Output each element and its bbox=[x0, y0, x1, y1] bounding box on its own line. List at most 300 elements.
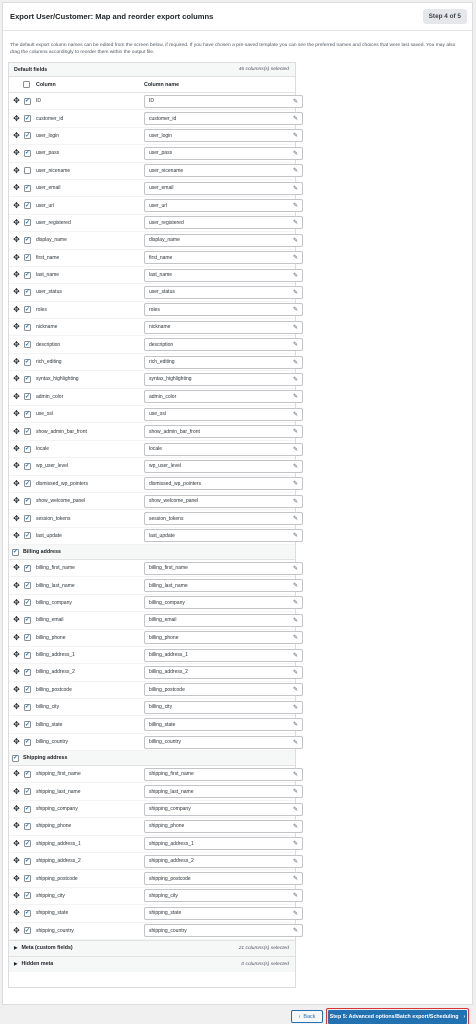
column-name-input[interactable] bbox=[144, 718, 303, 731]
column-name-value: rich_editing bbox=[149, 359, 175, 366]
column-key: billing_country bbox=[36, 739, 68, 746]
column-name-value: user_registered bbox=[149, 219, 184, 226]
column-name-input[interactable] bbox=[144, 736, 303, 749]
table-row bbox=[9, 441, 298, 458]
column-checkbox[interactable] bbox=[24, 840, 31, 847]
column-name-input[interactable] bbox=[144, 579, 303, 592]
drag-handle-icon[interactable]: ✥ bbox=[13, 183, 20, 193]
column-key: display_name bbox=[36, 237, 67, 244]
column-name-input[interactable] bbox=[144, 631, 303, 644]
pencil-icon[interactable]: ✎ bbox=[292, 910, 298, 917]
column-key: use_ssl bbox=[36, 411, 53, 418]
pencil-icon[interactable]: ✎ bbox=[292, 481, 298, 488]
pencil-icon[interactable]: ✎ bbox=[292, 255, 298, 262]
column-checkbox[interactable] bbox=[24, 532, 31, 539]
pencil-icon[interactable]: ✎ bbox=[292, 446, 298, 453]
column-key: billing_state bbox=[36, 721, 63, 728]
pencil-icon[interactable]: ✎ bbox=[292, 307, 298, 314]
column-checkbox[interactable] bbox=[24, 875, 31, 882]
column-checkbox[interactable] bbox=[24, 132, 31, 139]
table-row bbox=[9, 128, 298, 145]
column-name-value: billing_first_name bbox=[149, 565, 188, 572]
pencil-icon[interactable]: ✎ bbox=[292, 168, 298, 175]
pencil-icon[interactable]: ✎ bbox=[292, 133, 298, 140]
drag-handle-icon[interactable]: ✥ bbox=[13, 148, 20, 158]
column-key: billing_city bbox=[36, 704, 60, 711]
column-checkbox[interactable] bbox=[24, 721, 31, 728]
back-button[interactable] bbox=[291, 1010, 323, 1023]
column-key: user_status bbox=[36, 289, 62, 296]
column-name-input[interactable] bbox=[144, 95, 303, 108]
drag-handle-icon[interactable]: ✥ bbox=[13, 821, 20, 831]
column-name-input[interactable] bbox=[144, 356, 303, 369]
table-row bbox=[9, 476, 298, 493]
pencil-icon[interactable]: ✎ bbox=[292, 150, 298, 157]
column-name-value: shipping_address_2 bbox=[149, 858, 194, 865]
column-name-value: shipping_company bbox=[149, 806, 191, 813]
column-name-value: shipping_city bbox=[149, 892, 178, 899]
column-name-input[interactable] bbox=[144, 234, 303, 247]
column-name-value: user_login bbox=[149, 132, 173, 139]
column-checkbox[interactable] bbox=[24, 617, 31, 624]
table-row bbox=[9, 870, 298, 887]
pencil-icon[interactable]: ✎ bbox=[292, 928, 298, 935]
pencil-icon[interactable]: ✎ bbox=[292, 116, 298, 123]
pencil-icon[interactable]: ✎ bbox=[292, 98, 298, 105]
drag-handle-icon[interactable]: ✥ bbox=[13, 270, 20, 280]
column-key: show_welcome_panel bbox=[36, 498, 86, 505]
column-name-input[interactable] bbox=[144, 924, 303, 937]
column-name-input[interactable] bbox=[144, 701, 303, 714]
column-checkbox[interactable] bbox=[24, 306, 31, 313]
column-checkbox[interactable] bbox=[24, 892, 31, 899]
drag-handle-icon[interactable]: ✥ bbox=[13, 856, 20, 866]
column-key: shipping_first_name bbox=[36, 771, 81, 778]
table-row bbox=[9, 232, 298, 249]
column-name-value: admin_color bbox=[149, 393, 177, 400]
chevron-left-icon: ‹ bbox=[298, 1013, 301, 1020]
panel-header bbox=[3, 3, 472, 31]
column-name-input[interactable] bbox=[144, 390, 303, 403]
drag-handle-icon[interactable]: ✥ bbox=[13, 908, 20, 918]
pencil-icon[interactable]: ✎ bbox=[292, 220, 298, 227]
pencil-icon[interactable]: ✎ bbox=[292, 342, 298, 349]
column-checkbox[interactable] bbox=[24, 582, 31, 589]
column-header: Column bbox=[36, 81, 56, 88]
column-name-value: roles bbox=[149, 306, 160, 313]
column-checkbox[interactable] bbox=[24, 446, 31, 453]
pencil-icon[interactable]: ✎ bbox=[292, 739, 298, 746]
column-name-input[interactable] bbox=[144, 872, 303, 885]
footer-bar bbox=[0, 1005, 476, 1024]
column-checkbox[interactable] bbox=[24, 480, 31, 487]
drag-handle-icon[interactable]: ✥ bbox=[13, 530, 20, 540]
column-checkbox[interactable] bbox=[24, 498, 31, 505]
pencil-icon[interactable]: ✎ bbox=[292, 565, 298, 572]
drag-handle-icon[interactable]: ✥ bbox=[13, 667, 20, 677]
drag-handle-icon[interactable]: ✥ bbox=[13, 632, 20, 642]
column-checkbox[interactable] bbox=[24, 669, 31, 676]
column-name-value: last_name bbox=[149, 272, 173, 279]
column-checkbox[interactable] bbox=[24, 411, 31, 418]
column-name-input[interactable] bbox=[144, 837, 303, 850]
shipping-rows bbox=[9, 766, 298, 940]
pencil-icon[interactable]: ✎ bbox=[292, 617, 298, 624]
column-checkbox[interactable] bbox=[24, 185, 31, 192]
column-name-input[interactable] bbox=[144, 129, 303, 142]
table-row bbox=[9, 493, 298, 510]
pencil-icon[interactable]: ✎ bbox=[292, 669, 298, 676]
column-name-value: first_name bbox=[149, 254, 173, 261]
pencil-icon[interactable]: ✎ bbox=[292, 429, 298, 436]
column-name-value: billing_phone bbox=[149, 634, 179, 641]
pencil-icon[interactable]: ✎ bbox=[292, 463, 298, 470]
column-name-value: session_tokens bbox=[149, 515, 184, 522]
column-key: billing_company bbox=[36, 599, 72, 606]
column-name-input[interactable] bbox=[144, 147, 303, 160]
drag-handle-icon[interactable]: ✥ bbox=[13, 769, 20, 779]
drag-handle-icon[interactable]: ✥ bbox=[13, 235, 20, 245]
column-checkbox[interactable] bbox=[24, 376, 31, 383]
column-name-value: use_ssl bbox=[149, 411, 166, 418]
pencil-icon[interactable]: ✎ bbox=[292, 516, 298, 523]
hidden-meta-count: 0 columns(s) selected bbox=[241, 961, 289, 967]
column-name-input[interactable] bbox=[144, 460, 303, 473]
pencil-icon[interactable]: ✎ bbox=[292, 394, 298, 401]
column-key: shipping_address_2 bbox=[36, 858, 81, 865]
drag-handle-icon[interactable]: ✥ bbox=[13, 496, 20, 506]
column-name-input[interactable] bbox=[144, 182, 303, 195]
pencil-icon[interactable]: ✎ bbox=[292, 237, 298, 244]
column-key: nickname bbox=[36, 324, 58, 331]
column-checkbox[interactable] bbox=[24, 599, 31, 606]
pencil-icon[interactable]: ✎ bbox=[292, 411, 298, 418]
shipping-group-label: Shipping address bbox=[23, 755, 68, 762]
column-checkbox[interactable] bbox=[24, 788, 31, 795]
meta-section-toggle[interactable] bbox=[9, 940, 295, 956]
column-name-input[interactable] bbox=[144, 529, 303, 542]
table-row bbox=[9, 215, 298, 232]
drag-handle-icon[interactable]: ✥ bbox=[13, 615, 20, 625]
hidden-meta-label: Hidden meta bbox=[21, 961, 54, 968]
column-name-value: user_url bbox=[149, 202, 168, 209]
drag-handle-icon[interactable]: ✥ bbox=[13, 513, 20, 523]
billing-group-header[interactable] bbox=[9, 545, 295, 560]
drag-handle-icon[interactable]: ✥ bbox=[13, 374, 20, 384]
column-name-input[interactable] bbox=[144, 907, 303, 920]
column-checkbox[interactable] bbox=[24, 704, 31, 711]
column-name-input[interactable] bbox=[144, 614, 303, 627]
pencil-icon[interactable]: ✎ bbox=[292, 876, 298, 883]
drag-handle-icon[interactable]: ✥ bbox=[13, 426, 20, 436]
column-name-input[interactable] bbox=[144, 512, 303, 525]
column-name-input[interactable] bbox=[144, 889, 303, 902]
meta-count: 21 columns(s) selected bbox=[238, 945, 289, 951]
column-name-input[interactable] bbox=[144, 321, 303, 334]
table-row bbox=[9, 560, 298, 577]
column-checkbox[interactable] bbox=[24, 806, 31, 813]
column-checkbox[interactable] bbox=[24, 254, 31, 261]
table-row bbox=[9, 423, 298, 440]
drag-handle-icon[interactable]: ✥ bbox=[13, 391, 20, 401]
drag-handle-icon[interactable]: ✥ bbox=[13, 217, 20, 227]
column-name-input[interactable] bbox=[144, 803, 303, 816]
next-step-button-label: Step 5: Advanced options/Batch export/Scheduling bbox=[329, 1014, 459, 1020]
column-name-value: user_pass bbox=[149, 150, 173, 157]
column-name-input[interactable] bbox=[144, 562, 303, 575]
pencil-icon[interactable]: ✎ bbox=[292, 893, 298, 900]
pencil-icon[interactable]: ✎ bbox=[292, 687, 298, 694]
back-button-label: Back bbox=[303, 1013, 316, 1020]
column-name-value: billing_address_1 bbox=[149, 652, 188, 659]
column-name-input[interactable] bbox=[144, 338, 303, 351]
table-row bbox=[9, 389, 298, 406]
drag-handle-icon[interactable]: ✥ bbox=[13, 461, 20, 471]
pencil-icon[interactable]: ✎ bbox=[292, 806, 298, 813]
column-checkbox[interactable] bbox=[24, 739, 31, 746]
column-name-input[interactable] bbox=[144, 495, 303, 508]
drag-handle-icon[interactable]: ✥ bbox=[13, 804, 20, 814]
select-all-checkbox[interactable] bbox=[23, 81, 30, 88]
drag-handle-icon[interactable]: ✥ bbox=[13, 580, 20, 590]
pencil-icon[interactable]: ✎ bbox=[292, 771, 298, 778]
table-row bbox=[9, 630, 298, 647]
table-row bbox=[9, 905, 298, 922]
shipping-group-checkbox[interactable] bbox=[12, 755, 19, 762]
column-name-input[interactable] bbox=[144, 666, 303, 679]
column-name-input[interactable] bbox=[144, 596, 303, 609]
column-checkbox[interactable] bbox=[24, 341, 31, 348]
table-row bbox=[9, 853, 298, 870]
pencil-icon[interactable]: ✎ bbox=[292, 203, 298, 210]
table-row bbox=[9, 319, 298, 336]
shipping-group-header[interactable] bbox=[9, 751, 295, 766]
step-badge: Step 4 of 5 bbox=[423, 9, 467, 24]
drag-handle-icon[interactable]: ✥ bbox=[13, 113, 20, 123]
column-key: shipping_country bbox=[36, 927, 74, 934]
column-checkbox[interactable] bbox=[24, 771, 31, 778]
column-name-input[interactable] bbox=[144, 820, 303, 833]
drag-handle-icon[interactable]: ✥ bbox=[13, 322, 20, 332]
column-key: customer_id bbox=[36, 115, 64, 122]
pencil-icon[interactable]: ✎ bbox=[292, 600, 298, 607]
caret-right-icon: ▶ bbox=[14, 945, 18, 951]
column-name-input[interactable] bbox=[144, 251, 303, 264]
column-name-input[interactable] bbox=[144, 855, 303, 868]
column-name-input[interactable] bbox=[144, 408, 303, 421]
pencil-icon[interactable]: ✎ bbox=[292, 823, 298, 830]
column-name-input[interactable] bbox=[144, 683, 303, 696]
column-checkbox[interactable] bbox=[24, 289, 31, 296]
caret-right-icon: ▶ bbox=[14, 961, 18, 967]
drag-handle-icon[interactable]: ✥ bbox=[13, 737, 20, 747]
column-key: syntax_highlighting bbox=[36, 376, 79, 383]
column-key: shipping_city bbox=[36, 892, 65, 899]
table-row bbox=[9, 250, 298, 267]
column-key: billing_last_name bbox=[36, 582, 75, 589]
column-checkbox[interactable] bbox=[24, 858, 31, 865]
column-key: user_pass bbox=[36, 150, 60, 157]
column-name-input[interactable] bbox=[144, 443, 303, 456]
pencil-icon[interactable]: ✎ bbox=[292, 704, 298, 711]
column-key: ID bbox=[36, 98, 41, 105]
drag-handle-icon[interactable]: ✥ bbox=[13, 650, 20, 660]
column-name-value: display_name bbox=[149, 237, 180, 244]
column-checkbox[interactable] bbox=[24, 219, 31, 226]
meta-label: Meta (custom fields) bbox=[21, 945, 73, 952]
column-name-input[interactable] bbox=[144, 286, 303, 299]
pencil-icon[interactable]: ✎ bbox=[292, 272, 298, 279]
drag-handle-icon[interactable]: ✥ bbox=[13, 357, 20, 367]
pencil-icon[interactable]: ✎ bbox=[292, 376, 298, 383]
column-key: user_nicename bbox=[36, 167, 71, 174]
pencil-icon[interactable]: ✎ bbox=[292, 185, 298, 192]
column-name-input[interactable] bbox=[144, 112, 303, 125]
table-row bbox=[9, 888, 298, 905]
table-row bbox=[9, 716, 298, 733]
drag-handle-icon[interactable]: ✥ bbox=[13, 563, 20, 573]
drag-handle-icon[interactable]: ✥ bbox=[13, 96, 20, 106]
pencil-icon[interactable]: ✎ bbox=[292, 652, 298, 659]
drag-handle-icon[interactable]: ✥ bbox=[13, 925, 20, 935]
drag-handle-icon[interactable]: ✥ bbox=[13, 684, 20, 694]
table-row bbox=[9, 699, 298, 716]
column-name-input[interactable] bbox=[144, 425, 303, 438]
column-name-value: wp_user_level bbox=[149, 463, 181, 470]
pencil-icon[interactable]: ✎ bbox=[292, 858, 298, 865]
column-name-value: locale bbox=[149, 446, 163, 452]
drag-handle-icon[interactable]: ✥ bbox=[13, 702, 20, 712]
column-name-value: billing_last_name bbox=[149, 582, 188, 589]
pencil-icon[interactable]: ✎ bbox=[292, 789, 298, 796]
column-name-value: syntax_highlighting bbox=[149, 376, 192, 383]
drag-handle-icon[interactable]: ✥ bbox=[13, 478, 20, 488]
drag-handle-icon[interactable]: ✥ bbox=[13, 719, 20, 729]
column-checkbox[interactable] bbox=[24, 634, 31, 641]
column-name-value: billing_country bbox=[149, 739, 181, 746]
pencil-icon[interactable]: ✎ bbox=[292, 722, 298, 729]
drag-handle-icon[interactable]: ✥ bbox=[13, 165, 20, 175]
next-step-button[interactable] bbox=[328, 1010, 467, 1024]
column-name-input[interactable] bbox=[144, 373, 303, 386]
column-checkbox[interactable] bbox=[24, 515, 31, 522]
column-key: session_tokens bbox=[36, 515, 71, 522]
column-checkbox[interactable] bbox=[24, 428, 31, 435]
column-checkbox[interactable] bbox=[24, 115, 31, 122]
table-row bbox=[9, 371, 298, 388]
drag-handle-icon[interactable]: ✥ bbox=[13, 130, 20, 140]
table-row bbox=[9, 664, 298, 681]
billing-group-label: Billing address bbox=[23, 549, 61, 556]
column-checkbox[interactable] bbox=[24, 652, 31, 659]
column-checkbox[interactable] bbox=[24, 272, 31, 279]
drag-handle-icon[interactable]: ✥ bbox=[13, 339, 20, 349]
table-row bbox=[9, 458, 298, 475]
pencil-icon[interactable]: ✎ bbox=[292, 498, 298, 505]
column-name-value: user_status bbox=[149, 289, 175, 296]
column-checkbox[interactable] bbox=[24, 202, 31, 209]
columns-table bbox=[8, 62, 296, 988]
column-checkbox[interactable] bbox=[24, 167, 31, 174]
column-name-value: billing_email bbox=[149, 617, 177, 624]
column-name-header: Column name bbox=[144, 81, 180, 88]
column-key: rich_editing bbox=[36, 359, 62, 366]
pencil-icon[interactable]: ✎ bbox=[292, 583, 298, 590]
column-name-value: dismissed_wp_pointers bbox=[149, 480, 201, 487]
pencil-icon[interactable]: ✎ bbox=[292, 533, 298, 540]
drag-handle-icon[interactable]: ✥ bbox=[13, 252, 20, 262]
drag-handle-icon[interactable]: ✥ bbox=[13, 890, 20, 900]
drag-handle-icon[interactable]: ✥ bbox=[13, 786, 20, 796]
pencil-icon[interactable]: ✎ bbox=[292, 289, 298, 296]
column-name-input[interactable] bbox=[144, 785, 303, 798]
pencil-icon[interactable]: ✎ bbox=[292, 635, 298, 642]
table-row bbox=[9, 528, 298, 545]
column-checkbox[interactable] bbox=[24, 910, 31, 917]
pencil-icon[interactable]: ✎ bbox=[292, 841, 298, 848]
drag-handle-icon[interactable]: ✥ bbox=[13, 304, 20, 314]
table-row bbox=[9, 180, 298, 197]
column-key: locale bbox=[36, 446, 50, 452]
drag-handle-icon[interactable]: ✥ bbox=[13, 873, 20, 883]
column-name-input[interactable] bbox=[144, 269, 303, 282]
column-name-value: nickname bbox=[149, 324, 171, 331]
column-name-input[interactable] bbox=[144, 199, 303, 212]
drag-handle-icon[interactable]: ✥ bbox=[13, 287, 20, 297]
table-row bbox=[9, 647, 298, 664]
column-checkbox[interactable] bbox=[24, 686, 31, 693]
pencil-icon[interactable]: ✎ bbox=[292, 324, 298, 331]
drag-handle-icon[interactable]: ✥ bbox=[13, 838, 20, 848]
drag-handle-icon[interactable]: ✥ bbox=[13, 200, 20, 210]
column-key: wp_user_level bbox=[36, 463, 68, 470]
page-title: Export User/Customer: Map and reorder export columns bbox=[10, 12, 214, 21]
default-fields-label: Default fields bbox=[14, 66, 48, 73]
default-fields-rows bbox=[9, 93, 298, 545]
column-key: user_email bbox=[36, 185, 61, 192]
column-checkbox[interactable] bbox=[24, 393, 31, 400]
column-key: last_update bbox=[36, 532, 62, 539]
column-name-value: billing_city bbox=[149, 704, 173, 711]
column-checkbox[interactable] bbox=[24, 565, 31, 572]
column-checkbox[interactable] bbox=[24, 927, 31, 934]
column-key: first_name bbox=[36, 254, 60, 261]
chevron-right-icon: › bbox=[463, 1014, 466, 1020]
billing-group-checkbox[interactable] bbox=[12, 549, 19, 556]
drag-handle-icon[interactable]: ✥ bbox=[13, 444, 20, 453]
column-checkbox[interactable] bbox=[24, 237, 31, 244]
column-checkbox[interactable] bbox=[24, 359, 31, 366]
next-step-button-highlight[interactable] bbox=[326, 1008, 469, 1024]
pencil-icon[interactable]: ✎ bbox=[292, 359, 298, 366]
hidden-meta-section-toggle[interactable] bbox=[9, 956, 295, 972]
column-checkbox[interactable] bbox=[24, 463, 31, 470]
drag-handle-icon[interactable]: ✥ bbox=[13, 597, 20, 607]
column-name-input[interactable] bbox=[144, 216, 303, 229]
column-checkbox[interactable] bbox=[24, 98, 31, 105]
column-checkbox[interactable] bbox=[24, 150, 31, 157]
column-name-input[interactable] bbox=[144, 477, 303, 490]
column-name-input[interactable] bbox=[144, 768, 303, 781]
column-name-input[interactable] bbox=[144, 649, 303, 662]
drag-handle-icon[interactable]: ✥ bbox=[13, 409, 20, 419]
column-key: billing_postcode bbox=[36, 686, 72, 693]
column-name-input[interactable] bbox=[144, 164, 303, 177]
column-name-input[interactable] bbox=[144, 303, 303, 316]
column-key: description bbox=[36, 341, 61, 348]
column-checkbox[interactable] bbox=[24, 324, 31, 331]
column-checkbox[interactable] bbox=[24, 823, 31, 830]
